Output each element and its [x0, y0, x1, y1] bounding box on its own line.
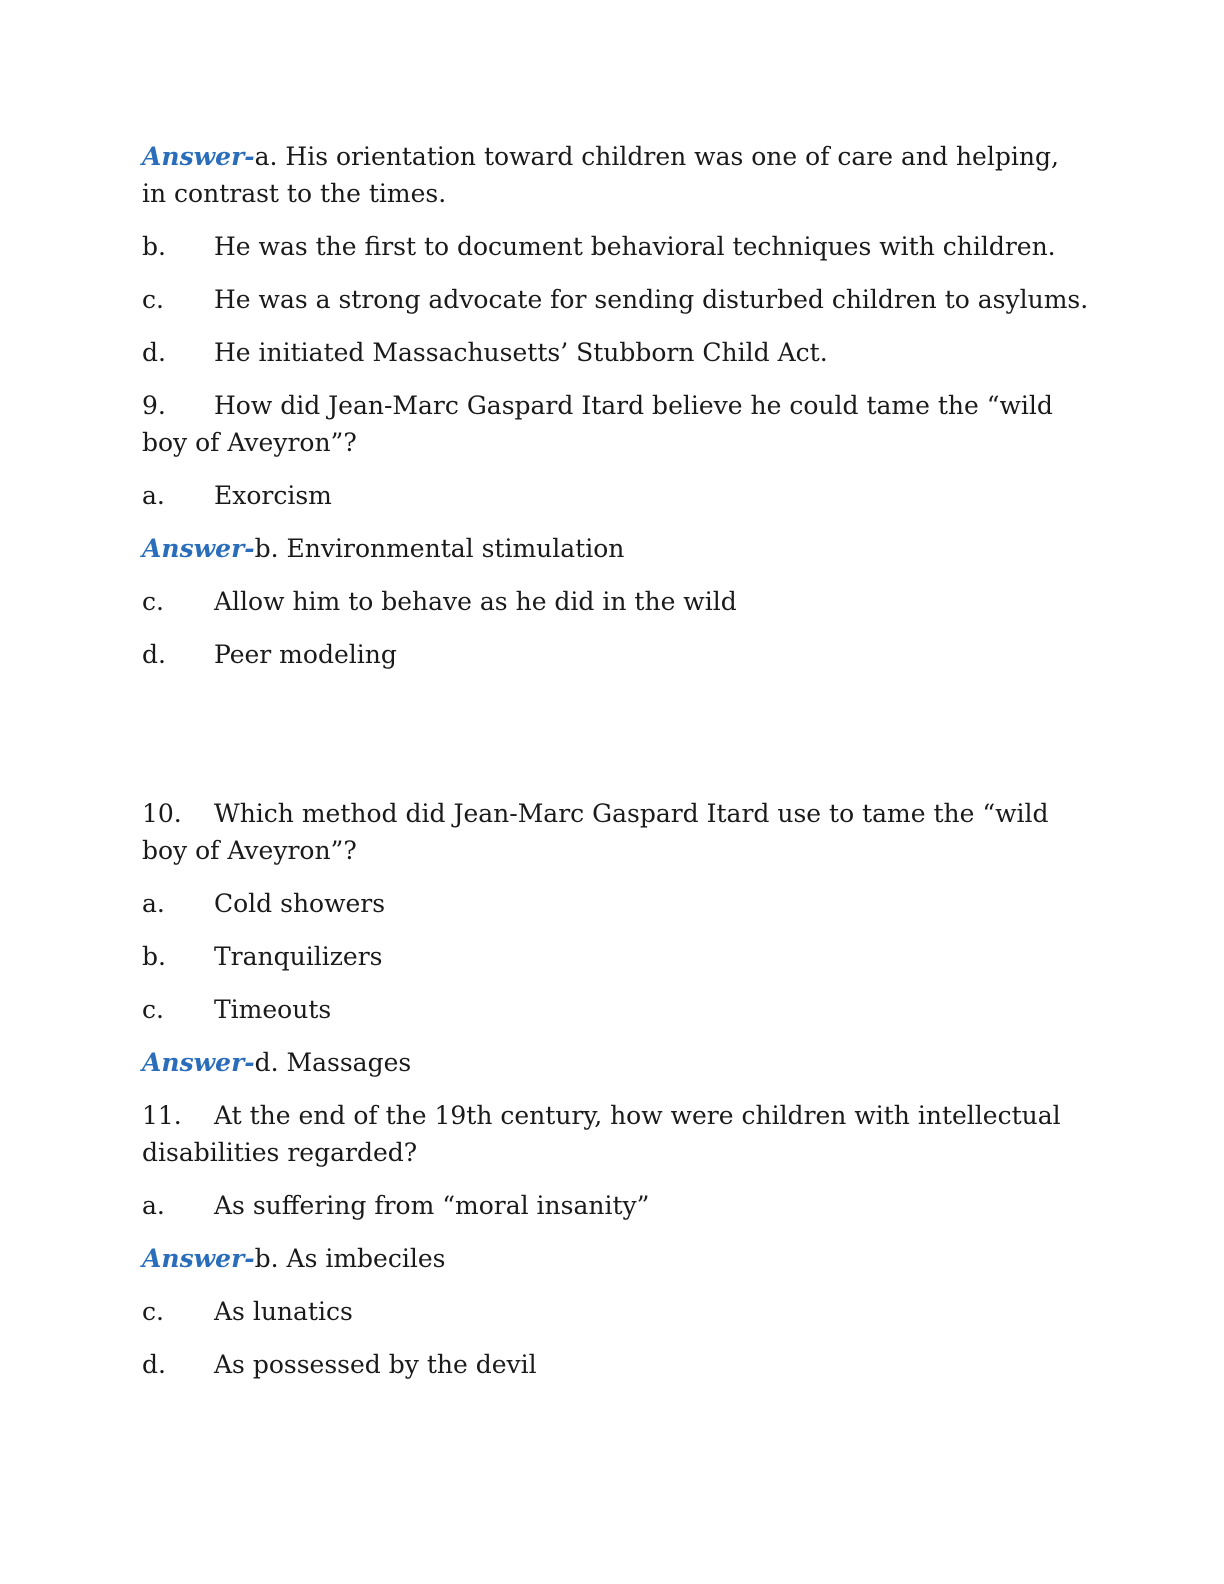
q11-answer-b-text: b. As imbeciles — [254, 1244, 446, 1273]
q11-option-c — [142, 1293, 1082, 1330]
option-text: Peer modeling — [214, 640, 397, 669]
q8-answer-a — [142, 138, 1082, 212]
q9-question — [142, 387, 1082, 461]
option-label: a. — [142, 1191, 165, 1220]
q11-option-a — [142, 1187, 1082, 1224]
q9-option-c — [142, 583, 1082, 620]
option-label: a. — [142, 481, 165, 510]
q10-option-b — [142, 938, 1082, 975]
option-label: c. — [142, 285, 164, 314]
question-text: Which method did Jean-Marc Gaspard Itard use to tame the “wild boy of Aveyron”? — [142, 799, 1049, 865]
q8-option-b — [142, 228, 1082, 265]
option-label: b. — [142, 232, 166, 261]
option-text: He was the first to document behavioral techniques with children. — [214, 232, 1056, 261]
q9-option-a — [142, 477, 1082, 514]
option-text: He was a strong advocate for sending disturbed children to asylums. — [214, 285, 1089, 314]
q8-option-c — [142, 281, 1089, 318]
option-label: c. — [142, 587, 164, 616]
answer-marker: Answer- — [142, 1244, 255, 1273]
option-label: a. — [142, 889, 165, 918]
option-text: As suffering from “moral insanity” — [214, 1191, 650, 1220]
q8-option-d — [142, 334, 1082, 371]
option-text: As lunatics — [214, 1297, 353, 1326]
question-number: 9. — [142, 391, 166, 420]
q10-answer-d-text: d. Massages — [254, 1048, 412, 1077]
q9-option-d — [142, 636, 1082, 673]
option-text: Allow him to behave as he did in the wild — [214, 587, 737, 616]
option-label: d. — [142, 1350, 166, 1379]
option-label: b. — [142, 942, 166, 971]
question-number: 11. — [142, 1101, 182, 1130]
q10-option-c — [142, 991, 1082, 1028]
q10-question — [142, 795, 1082, 869]
option-label: c. — [142, 995, 164, 1024]
option-label: d. — [142, 640, 166, 669]
q10-option-a — [142, 885, 1082, 922]
q9-answer-b-text: b. Environmental stimulation — [254, 534, 625, 563]
answer-marker: Answer- — [142, 534, 255, 563]
question-number: 10. — [142, 799, 182, 828]
q11-answer-b — [142, 1240, 1082, 1277]
option-text: Cold showers — [214, 889, 386, 918]
document-content — [142, 138, 1089, 1399]
option-text: Tranquilizers — [214, 942, 383, 971]
q10-answer-d — [142, 1044, 1082, 1081]
section-gap — [142, 689, 1082, 795]
answer-marker: Answer- — [142, 142, 255, 171]
option-label: c. — [142, 1297, 164, 1326]
option-text: As possessed by the devil — [214, 1350, 537, 1379]
q9-answer-b — [142, 530, 1082, 567]
q11-question — [142, 1097, 1082, 1171]
question-text: How did Jean-Marc Gaspard Itard believe he could tame the “wild boy of Aveyron”? — [142, 391, 1053, 457]
q8-answer-a-text: a. His orientation toward children was one of care and helping, in contrast to the times. — [142, 142, 1059, 208]
answer-marker: Answer- — [142, 1048, 255, 1077]
q11-option-d — [142, 1346, 1082, 1383]
option-text: He initiated Massachusetts’ Stubborn Child Act. — [214, 338, 828, 367]
option-label: d. — [142, 338, 166, 367]
question-text: At the end of the 19th century, how were children with intellectual disabilities regarded? — [142, 1101, 1061, 1167]
option-text: Exorcism — [214, 481, 332, 510]
option-text: Timeouts — [214, 995, 332, 1024]
